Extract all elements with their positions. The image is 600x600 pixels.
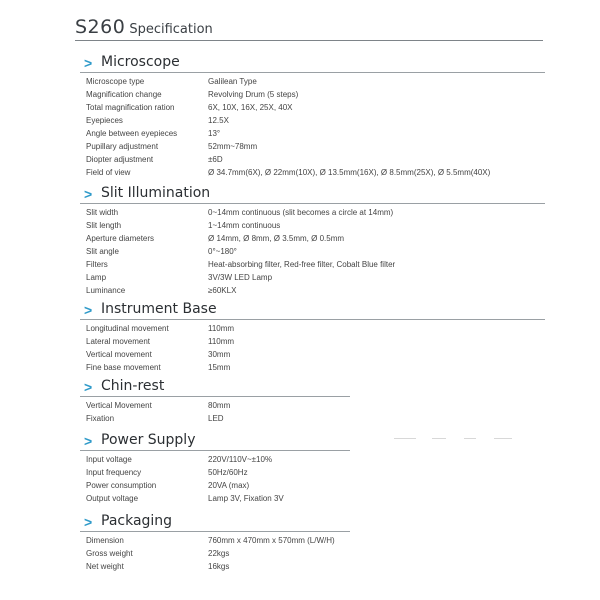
spec-label: Net weight — [86, 562, 124, 571]
spec-label: Magnification change — [86, 90, 162, 99]
section-header — [80, 185, 545, 204]
model-name: S260 — [75, 16, 126, 38]
chevron-right-icon: > — [84, 379, 93, 395]
spec-value: 12.5X — [208, 116, 229, 125]
spec-label: Lateral movement — [86, 337, 151, 346]
spec-label: Aperture diameters — [86, 234, 155, 243]
section-header — [80, 432, 350, 451]
chevron-right-icon: > — [84, 55, 93, 71]
spec-label: Fixation — [86, 414, 115, 423]
spec-value: Lamp 3V, Fixation 3V — [208, 494, 284, 503]
spec-value: Galilean Type — [208, 77, 257, 86]
spec-value: 220V/110V~±10% — [208, 455, 273, 464]
spec-label: Eyepieces — [86, 116, 123, 125]
section-slit-illumination — [80, 185, 545, 297]
spec-label: Power consumption — [86, 481, 157, 490]
spec-row — [80, 258, 545, 271]
section-title: Instrument Base — [101, 301, 217, 317]
spec-label: Luminance — [86, 286, 126, 295]
spec-value: LED — [208, 414, 224, 423]
section-header — [80, 378, 350, 397]
chevron-right-icon: > — [84, 186, 93, 202]
spec-value: 30mm — [208, 350, 231, 359]
spec-label: Slit width — [86, 208, 119, 217]
spec-value: 20VA (max) — [208, 481, 250, 490]
spec-label: Microscope type — [86, 77, 145, 86]
spec-label: Dimension — [86, 536, 124, 545]
spec-row — [80, 399, 545, 412]
chevron-right-icon: > — [84, 302, 93, 318]
spec-label: Slit length — [86, 221, 122, 230]
page-title — [75, 16, 213, 38]
spec-value: 22kgs — [208, 549, 230, 558]
spec-value: 50Hz/60Hz — [208, 468, 248, 477]
spec-row — [80, 492, 545, 505]
spec-label: Pupillary adjustment — [86, 142, 159, 151]
section-title: Slit Illumination — [101, 185, 211, 201]
spec-value: Ø 34.7mm(6X), Ø 22mm(10X), Ø 13.5mm(16X), Ø 8.5mm(25X), Ø 5.5mm(40X) — [208, 168, 491, 177]
section-header — [80, 513, 350, 532]
spec-value: 0°~180° — [208, 247, 237, 256]
spec-label: Fine base movement — [86, 363, 161, 372]
section-microscope — [80, 54, 545, 179]
section-header — [80, 301, 545, 320]
spec-label: Angle between eyepieces — [86, 129, 178, 138]
spec-label: Longitudinal movement — [86, 324, 169, 333]
spec-value: 110mm — [208, 337, 235, 346]
spec-row — [80, 245, 545, 258]
chevron-right-icon: > — [84, 514, 93, 530]
spec-row — [80, 348, 545, 361]
spec-row — [80, 335, 545, 348]
section-instrument-base — [80, 301, 545, 374]
spec-row — [80, 166, 545, 179]
spec-row — [80, 88, 545, 101]
spec-row — [80, 361, 545, 374]
spec-label: Total magnification ration — [86, 103, 175, 112]
spec-row — [80, 560, 545, 573]
spec-row — [80, 232, 545, 245]
spec-value: 6X, 10X, 16X, 25X, 40X — [208, 103, 293, 112]
spec-row — [80, 534, 545, 547]
spec-row — [80, 466, 545, 479]
spec-value: 110mm — [208, 324, 235, 333]
spec-label: Vertical Movement — [86, 401, 152, 410]
spec-row — [80, 271, 545, 284]
spec-row — [80, 284, 545, 297]
section-title: Packaging — [101, 513, 173, 529]
spec-row — [80, 114, 545, 127]
chevron-right-icon: > — [84, 433, 93, 449]
spec-value: Heat-absorbing filter, Red-free filter, Cobalt Blue filter — [208, 260, 396, 269]
spec-value: ≥60KLX — [208, 286, 237, 295]
spec-label: Filters — [86, 260, 108, 269]
section-chin-rest — [80, 378, 545, 425]
section-packaging — [80, 513, 545, 573]
spec-label: Slit angle — [86, 247, 119, 256]
spec-value: 80mm — [208, 401, 231, 410]
spec-row — [80, 140, 545, 153]
spec-value: 760mm x 470mm x 570mm (L/W/H) — [208, 536, 335, 545]
section-header — [80, 54, 545, 73]
spec-value: 16kgs — [208, 562, 230, 571]
spec-label: Field of view — [86, 168, 131, 177]
title-divider — [75, 40, 543, 41]
spec-label: Input voltage — [86, 455, 132, 464]
spec-label: Diopter adjustment — [86, 155, 154, 164]
spec-value: Revolving Drum (5 steps) — [208, 90, 299, 99]
spec-row — [80, 219, 545, 232]
spec-label: Vertical movement — [86, 350, 152, 359]
spec-row — [80, 127, 545, 140]
spec-label: Lamp — [86, 273, 107, 282]
page-subtitle: Specification — [129, 22, 213, 37]
spec-value: ±6D — [208, 155, 223, 164]
spec-row — [80, 153, 545, 166]
section-title: Power Supply — [101, 432, 196, 448]
spec-row — [80, 412, 545, 425]
section-title: Chin-rest — [101, 378, 165, 394]
spec-label: Gross weight — [86, 549, 133, 558]
spec-row — [80, 101, 545, 114]
spec-row — [80, 322, 545, 335]
spec-row — [80, 453, 545, 466]
spec-row — [80, 206, 545, 219]
spec-value: 13° — [208, 129, 221, 138]
spec-value: 3V/3W LED Lamp — [208, 273, 273, 282]
section-title: Microscope — [101, 54, 180, 70]
spec-value: 1~14mm continuous — [208, 221, 281, 230]
spec-row — [80, 547, 545, 560]
faint-artifact — [394, 438, 514, 444]
spec-row — [80, 479, 545, 492]
spec-value: 0~14mm continuous (slit becomes a circle at 14mm) — [208, 208, 394, 217]
spec-value: 52mm~78mm — [208, 142, 258, 151]
spec-value: 15mm — [208, 363, 231, 372]
spec-row — [80, 75, 545, 88]
spec-value: Ø 14mm, Ø 8mm, Ø 3.5mm, Ø 0.5mm — [208, 234, 345, 243]
spec-label: Output voltage — [86, 494, 139, 503]
spec-label: Input frequency — [86, 468, 142, 477]
